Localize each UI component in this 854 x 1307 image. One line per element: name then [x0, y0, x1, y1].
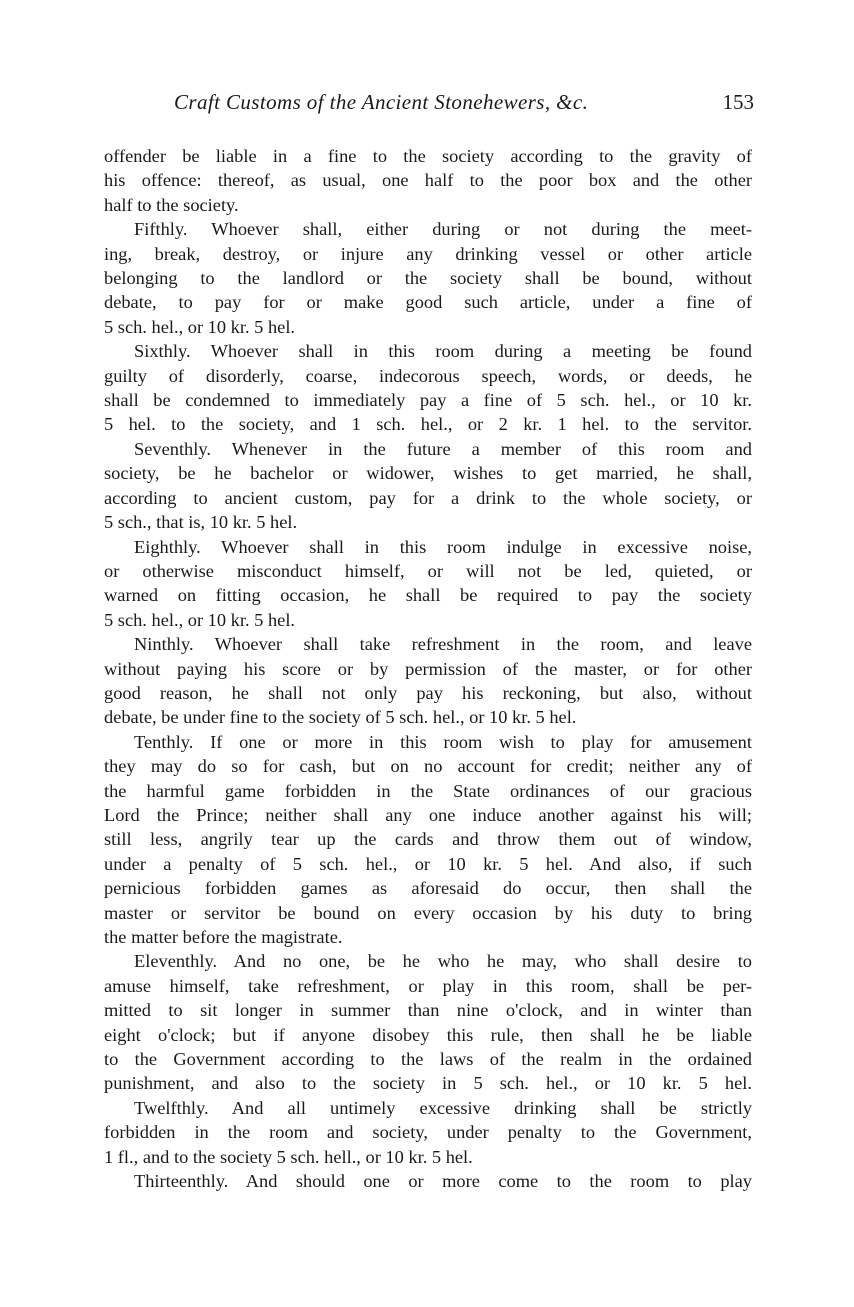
text-line: mitted to sit longer in summer than nine o'clock, and in winter than	[104, 1000, 752, 1021]
text-line: Sixthly. Whoever shall in this room during a meeting be found	[134, 341, 752, 362]
text-line: they may do so for cash, but on no account for credit; neither any of	[104, 756, 752, 777]
text-line: society, be he bachelor or widower, wishes to get married, he shall,	[104, 463, 752, 484]
text-line: pernicious forbidden games as aforesaid do occur, then shall the	[104, 878, 752, 899]
text-line: punishment, and also to the society in 5 sch. hel., or 10 kr. 5 hel.	[104, 1073, 752, 1094]
text-line: master or servitor be bound on every occasion by his duty to bring	[104, 902, 752, 923]
text-line: Eighthly. Whoever shall in this room indulge in excessive noise,	[134, 536, 752, 557]
text-line: 5 sch., that is, 10 kr. 5 hel.	[104, 512, 298, 533]
text-line: Lord the Prince; neither shall any one induce another against his will;	[104, 804, 752, 825]
text-line: Eleventhly. And no one, be he who he may, who shall desire to	[134, 951, 752, 972]
text-line: debate, be under fine to the society of 5 sch. hel., or 10 kr. 5 hel.	[104, 707, 577, 728]
text-line: 5 hel. to the society, and 1 sch. hel., or 2 kr. 1 hel. to the servitor.	[104, 414, 752, 435]
page-number: 153	[722, 90, 754, 114]
running-title: Craft Customs of the Ancient Stonehewers, &c.	[174, 90, 589, 114]
text-line: warned on fitting occasion, he shall be required to pay the society	[104, 585, 752, 606]
text-line: 5 sch. hel., or 10 kr. 5 hel.	[104, 609, 296, 630]
text-line: eight o'clock; but if anyone disobey this rule, then shall he be liable	[104, 1024, 752, 1045]
text-line: Fifthly. Whoever shall, either during or not during the meet-	[134, 219, 752, 240]
text-line: 1 fl., and to the society 5 sch. hell., or 10 kr. 5 hel.	[104, 1146, 473, 1167]
text-line: Thirteenthly. And should one or more come to the room to play	[134, 1171, 752, 1192]
text-line: good reason, he shall not only pay his reckoning, but also, without	[104, 682, 752, 703]
text-line: belonging to the landlord or the society shall be bound, without	[104, 268, 752, 289]
text-line: according to ancient custom, pay for a drink to the whole society, or	[104, 487, 752, 508]
text-line: the harmful game forbidden in the State ordinances of our gracious	[104, 780, 752, 801]
text-line: offender be liable in a fine to the society according to the gravity of	[104, 146, 752, 166]
text-line: ing, break, destroy, or injure any drinking vessel or other article	[104, 243, 752, 264]
text-line: the matter before the magistrate.	[104, 927, 343, 947]
text-line: debate, to pay for or make good such article, under a fine of	[104, 292, 752, 313]
text-line: Twelfthly. And all untimely excessive drinking shall be strictly	[134, 1097, 752, 1118]
text-line: 5 sch. hel., or 10 kr. 5 hel.	[104, 316, 296, 337]
body-text	[104, 144, 752, 1193]
text-line: forbidden in the room and society, under penalty to the Government,	[104, 1122, 752, 1143]
text-line: shall be condemned to immediately pay a fine of 5 sch. hel., or 10 kr.	[104, 390, 752, 411]
text-line: amuse himself, take refreshment, or play in this room, shall be per-	[104, 975, 752, 996]
text-line: half to the society.	[104, 194, 239, 215]
text-line: under a penalty of 5 sch. hel., or 10 kr. 5 hel. And also, if such	[104, 853, 752, 874]
running-head	[104, 90, 754, 120]
text-line: his offence: thereof, as usual, one half to the poor box and the other	[104, 170, 752, 191]
text-line: Tenthly. If one or more in this room wish to play for amusement	[134, 731, 752, 752]
text-line: or otherwise misconduct himself, or will not be led, quieted, or	[104, 560, 752, 581]
text-line: still less, angrily tear up the cards and throw them out of window,	[104, 829, 752, 850]
text-line: guilty of disorderly, coarse, indecorous speech, words, or deeds, he	[104, 365, 752, 386]
text-line: Ninthly. Whoever shall take refreshment in the room, and leave	[134, 634, 752, 655]
text-line: Seventhly. Whenever in the future a member of this room and	[134, 438, 752, 459]
text-line: without paying his score or by permission of the master, or for other	[104, 658, 752, 679]
text-line: to the Government according to the laws of the realm in the ordained	[104, 1049, 752, 1070]
